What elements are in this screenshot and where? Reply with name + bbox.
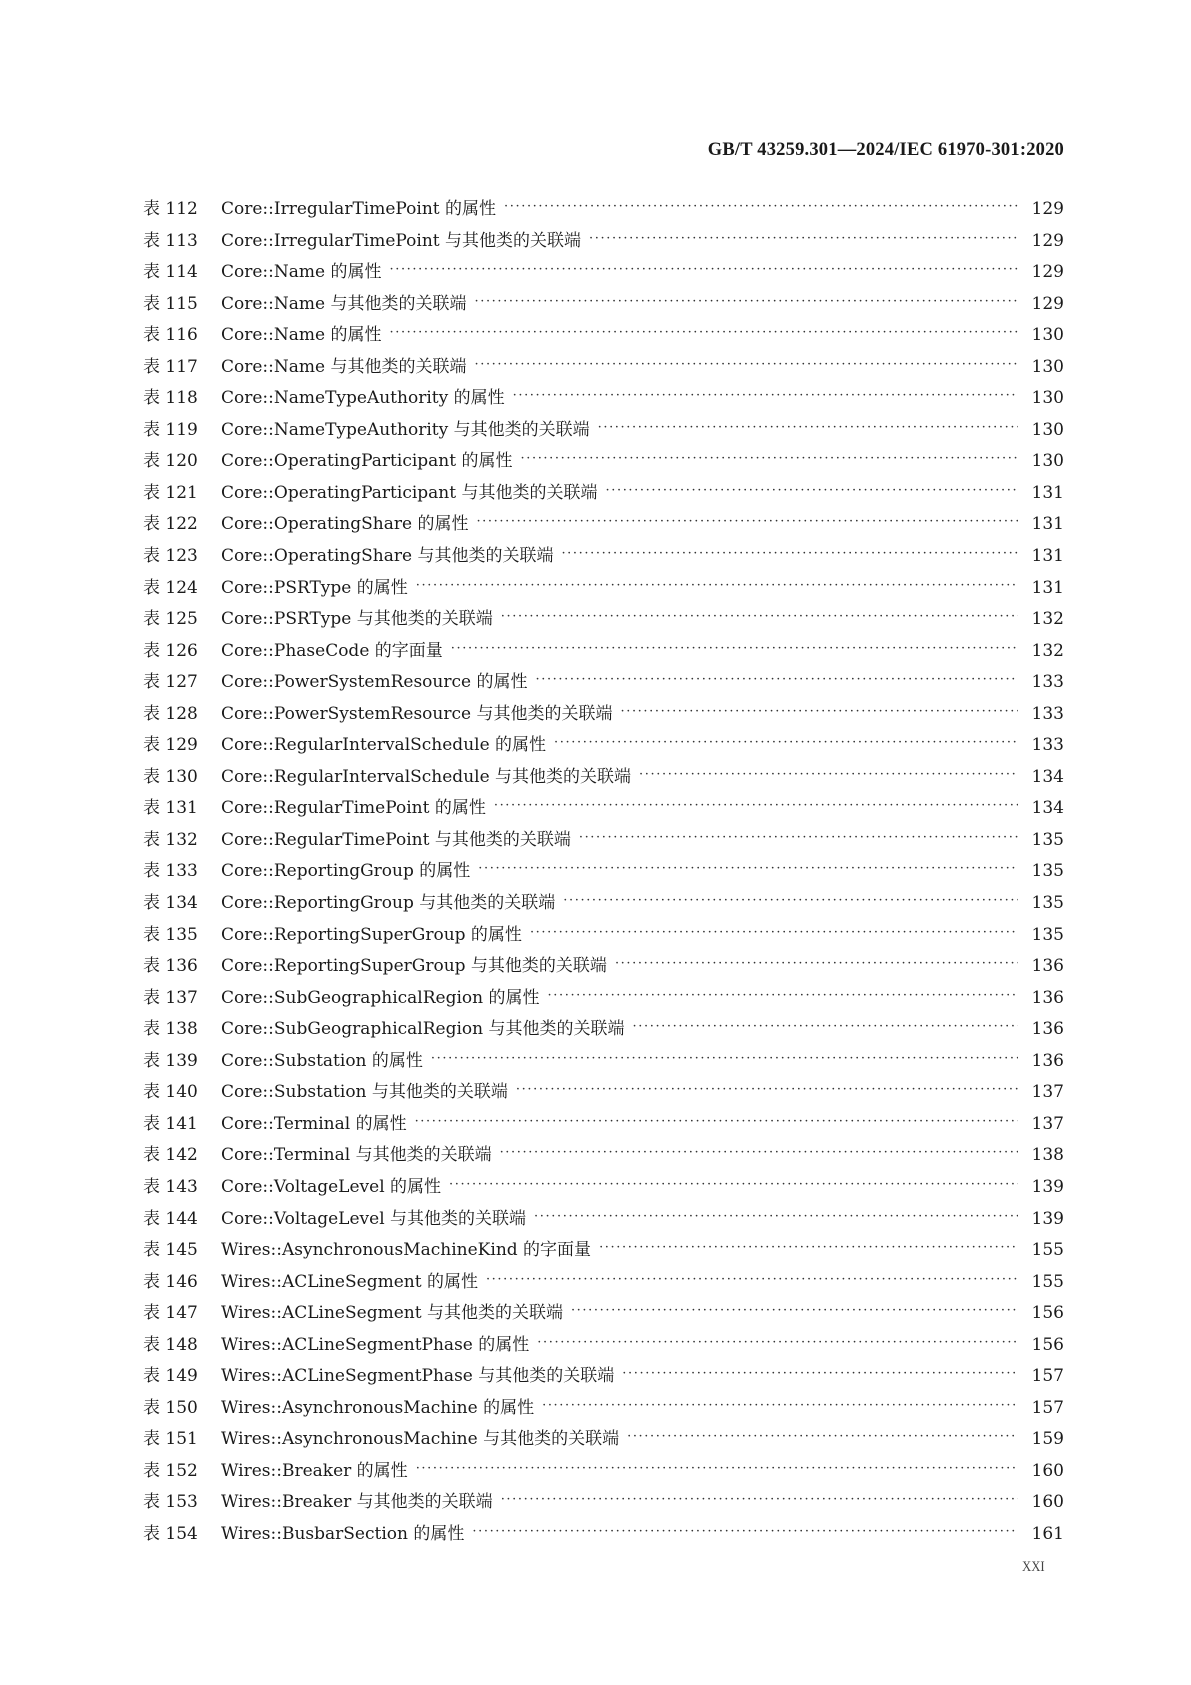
toc-dot-leader <box>530 923 1018 940</box>
toc-entry-title: Core::NameTypeAuthority 与其他类的关联端 <box>221 419 590 440</box>
toc-entry-page: 135 <box>1031 829 1064 850</box>
toc-entry-page: 136 <box>1031 1019 1064 1040</box>
toc-entry-page: 160 <box>1031 1492 1064 1513</box>
toc-entry-label: 表 142 <box>143 1145 198 1166</box>
toc-entry-page: 134 <box>1031 766 1064 787</box>
toc-entry-label: 表 141 <box>143 1113 198 1134</box>
toc-entry[interactable] <box>143 951 1064 983</box>
toc-entry-title: Core::PSRType 的属性 <box>221 577 408 598</box>
toc-entry-label: 表 143 <box>143 1176 198 1197</box>
toc-entry-page: 136 <box>1031 987 1064 1008</box>
toc-dot-leader <box>500 1143 1018 1160</box>
toc-entry-title: Core::IrregularTimePoint 与其他类的关联端 <box>221 230 582 251</box>
toc-entry-title: Wires::AsynchronousMachineKind 的字面量 <box>221 1240 592 1261</box>
toc-entry[interactable] <box>143 352 1064 384</box>
toc-dot-leader <box>579 828 1018 845</box>
toc-entry[interactable] <box>143 667 1064 699</box>
toc-entry-page: 130 <box>1031 451 1064 472</box>
toc-entry[interactable] <box>143 1424 1064 1456</box>
toc-entry-title: Core::SubGeographicalRegion 的属性 <box>221 987 540 1008</box>
toc-dot-leader <box>606 481 1019 498</box>
toc-dot-leader <box>389 260 1018 277</box>
toc-entry[interactable] <box>143 478 1064 510</box>
toc-dot-leader <box>620 702 1018 719</box>
toc-entry[interactable] <box>143 856 1064 888</box>
toc-entry[interactable] <box>143 1014 1064 1046</box>
toc-entry-page: 133 <box>1031 703 1064 724</box>
toc-entry[interactable] <box>143 699 1064 731</box>
toc-entry-title: Core::PSRType 与其他类的关联端 <box>221 609 493 630</box>
toc-entry[interactable] <box>143 983 1064 1015</box>
toc-entry-title: Core::Substation 与其他类的关联端 <box>221 1082 508 1103</box>
toc-entry-label: 表 132 <box>143 829 198 850</box>
toc-entry[interactable] <box>143 226 1064 258</box>
toc-entry-label: 表 138 <box>143 1019 198 1040</box>
toc-entry[interactable] <box>143 1487 1064 1519</box>
toc-entry[interactable] <box>143 194 1064 226</box>
toc-entry-title: Core::VoltageLevel 与其他类的关联端 <box>221 1208 527 1229</box>
toc-dot-leader <box>542 1396 1018 1413</box>
toc-entry-title: Wires::ACLineSegmentPhase 与其他类的关联端 <box>221 1366 615 1387</box>
toc-entry-title: Core::Name 的属性 <box>221 262 382 283</box>
toc-entry-title: Core::Name 与其他类的关联端 <box>221 356 467 377</box>
toc-entry[interactable] <box>143 257 1064 289</box>
toc-entry[interactable] <box>143 573 1064 605</box>
toc-dot-leader <box>474 292 1018 309</box>
toc-entry-label: 表 121 <box>143 482 198 503</box>
toc-entry[interactable] <box>143 509 1064 541</box>
toc-dot-leader <box>513 386 1018 403</box>
toc-dot-leader <box>535 670 1018 687</box>
toc-entry-title: Wires::ACLineSegment 的属性 <box>221 1271 478 1292</box>
toc-entry-page: 132 <box>1031 609 1064 630</box>
toc-dot-leader <box>516 1080 1018 1097</box>
toc-entry[interactable] <box>143 762 1064 794</box>
toc-dot-leader <box>476 512 1018 529</box>
toc-dot-leader <box>416 576 1018 593</box>
toc-entry[interactable] <box>143 1267 1064 1299</box>
toc-entry[interactable] <box>143 289 1064 321</box>
toc-entry-page: 131 <box>1031 482 1064 503</box>
toc-entry-title: Core::OperatingParticipant 与其他类的关联端 <box>221 482 598 503</box>
toc-entry-label: 表 126 <box>143 640 198 661</box>
toc-entry-page: 131 <box>1031 514 1064 535</box>
toc-entry[interactable] <box>143 888 1064 920</box>
toc-entry-title: Core::IrregularTimePoint 的属性 <box>221 199 497 219</box>
toc-entry-page: 129 <box>1031 230 1064 251</box>
toc-entry-title: Core::PowerSystemResource 与其他类的关联端 <box>221 703 613 724</box>
toc-entry-label: 表 154 <box>143 1523 198 1544</box>
toc-entry-title: Wires::ACLineSegment 与其他类的关联端 <box>221 1303 563 1324</box>
toc-entry-page: 129 <box>1031 262 1064 283</box>
toc-entry-label: 表 117 <box>143 356 198 377</box>
toc-entry[interactable] <box>143 1456 1064 1488</box>
toc-entry-page: 139 <box>1031 1176 1064 1197</box>
toc-entry-page: 130 <box>1031 388 1064 409</box>
toc-entry-page: 135 <box>1031 861 1064 882</box>
toc-entry-title: Core::RegularIntervalSchedule 与其他类的关联端 <box>221 766 632 787</box>
toc-entry-label: 表 129 <box>143 735 198 756</box>
toc-entry[interactable] <box>143 320 1064 352</box>
toc-entry-title: Core::Terminal 与其他类的关联端 <box>221 1145 492 1166</box>
toc-entry-label: 表 149 <box>143 1366 198 1387</box>
toc-entry-page: 130 <box>1031 419 1064 440</box>
toc-dot-leader <box>389 323 1018 340</box>
toc-entry[interactable] <box>143 793 1064 825</box>
toc-entry-label: 表 116 <box>143 325 198 346</box>
toc-entry-page: 130 <box>1031 356 1064 377</box>
toc-entry-page: 136 <box>1031 1050 1064 1071</box>
toc-dot-leader <box>599 1238 1018 1255</box>
toc-entry-label: 表 114 <box>143 262 198 283</box>
toc-entry-label: 表 140 <box>143 1082 198 1103</box>
toc-entry-page: 130 <box>1031 325 1064 346</box>
toc-entry-page: 132 <box>1031 640 1064 661</box>
toc-entry-title: Wires::AsynchronousMachine 的属性 <box>221 1397 535 1418</box>
toc-dot-leader <box>615 954 1018 971</box>
toc-dot-leader <box>474 355 1018 372</box>
toc-dot-leader <box>478 859 1018 876</box>
toc-entry-label: 表 147 <box>143 1303 198 1324</box>
toc-entry-title: Wires::ACLineSegmentPhase 的属性 <box>221 1334 530 1355</box>
toc-entry-label: 表 127 <box>143 672 198 693</box>
toc-dot-leader <box>537 1333 1018 1350</box>
toc-entry-page: 137 <box>1031 1082 1064 1103</box>
toc-entry-label: 表 113 <box>143 230 198 251</box>
toc-dot-leader <box>486 1270 1018 1287</box>
toc-entry-label: 表 153 <box>143 1492 198 1513</box>
toc-entry-page: 156 <box>1031 1334 1064 1355</box>
toc-entry-label: 表 130 <box>143 766 198 787</box>
toc-entry-page: 131 <box>1031 577 1064 598</box>
toc-entry-page: 157 <box>1031 1366 1064 1387</box>
toc-entry-page: 131 <box>1031 546 1064 567</box>
toc-dot-leader <box>472 1522 1018 1539</box>
toc-entry-page: 134 <box>1031 798 1064 819</box>
toc-entry-title: Core::Substation 的属性 <box>221 1050 423 1071</box>
toc-entry-label: 表 112 <box>143 199 198 219</box>
toc-entry[interactable] <box>143 383 1064 415</box>
toc-entry-label: 表 145 <box>143 1240 198 1261</box>
toc-entry-page: 129 <box>1031 293 1064 314</box>
toc-entry-title: Core::ReportingSuperGroup 的属性 <box>221 924 522 945</box>
toc-entry-page: 156 <box>1031 1303 1064 1324</box>
toc-entry-title: Core::RegularIntervalSchedule 的属性 <box>221 735 547 756</box>
toc-dot-leader <box>548 986 1018 1003</box>
toc-entry[interactable] <box>143 1077 1064 1109</box>
table-of-contents <box>143 194 1064 1551</box>
toc-entry-title: Core::RegularTimePoint 与其他类的关联端 <box>221 829 571 850</box>
toc-entry-page: 161 <box>1031 1523 1064 1544</box>
toc-entry-label: 表 122 <box>143 514 198 535</box>
toc-dot-leader <box>521 449 1019 466</box>
toc-entry-title: Core::VoltageLevel 的属性 <box>221 1176 442 1197</box>
toc-entry-page: 155 <box>1031 1240 1064 1261</box>
toc-entry-page: 135 <box>1031 924 1064 945</box>
toc-entry-label: 表 139 <box>143 1050 198 1071</box>
toc-entry-title: Core::ReportingSuperGroup 与其他类的关联端 <box>221 956 607 977</box>
toc-entry-title: Core::SubGeographicalRegion 与其他类的关联端 <box>221 1019 625 1040</box>
toc-dot-leader <box>504 197 1018 214</box>
toc-entry-label: 表 123 <box>143 546 198 567</box>
standard-header: GB/T 43259.301—2024/IEC 61970-301:2020 <box>707 140 1064 160</box>
toc-dot-leader <box>639 765 1018 782</box>
toc-entry-label: 表 152 <box>143 1460 198 1481</box>
toc-entry[interactable] <box>143 1519 1064 1551</box>
toc-dot-leader <box>501 1490 1018 1507</box>
toc-entry-label: 表 124 <box>143 577 198 598</box>
toc-dot-leader <box>449 1175 1018 1192</box>
toc-entry[interactable] <box>143 415 1064 447</box>
toc-dot-leader <box>571 1301 1018 1318</box>
toc-entry-title: Core::ReportingGroup 的属性 <box>221 861 471 882</box>
toc-entry-label: 表 125 <box>143 609 198 630</box>
toc-dot-leader <box>416 1459 1018 1476</box>
toc-entry-title: Wires::Breaker 的属性 <box>221 1460 408 1481</box>
toc-entry[interactable] <box>143 1172 1064 1204</box>
toc-entry-page: 157 <box>1031 1397 1064 1418</box>
toc-entry-page: 160 <box>1031 1460 1064 1481</box>
toc-dot-leader <box>633 1017 1018 1034</box>
toc-entry-label: 表 120 <box>143 451 198 472</box>
toc-entry[interactable] <box>143 1235 1064 1267</box>
toc-entry-page: 138 <box>1031 1145 1064 1166</box>
toc-entry[interactable] <box>143 1298 1064 1330</box>
toc-entry-label: 表 118 <box>143 388 198 409</box>
toc-entry-label: 表 128 <box>143 703 198 724</box>
toc-entry[interactable] <box>143 920 1064 952</box>
toc-entry-page: 137 <box>1031 1113 1064 1134</box>
toc-entry[interactable] <box>143 541 1064 573</box>
toc-entry-page: 133 <box>1031 672 1064 693</box>
toc-entry[interactable] <box>143 636 1064 668</box>
toc-entry-page: 129 <box>1031 199 1064 219</box>
toc-entry-title: Wires::Breaker 与其他类的关联端 <box>221 1492 493 1513</box>
toc-entry-label: 表 148 <box>143 1334 198 1355</box>
toc-entry-title: Core::PhaseCode 的字面量 <box>221 640 443 661</box>
toc-entry-label: 表 135 <box>143 924 198 945</box>
toc-entry-page: 133 <box>1031 735 1064 756</box>
toc-dot-leader <box>561 544 1018 561</box>
toc-dot-leader <box>563 891 1018 908</box>
toc-entry-label: 表 119 <box>143 419 198 440</box>
toc-dot-leader <box>415 1112 1018 1129</box>
toc-entry-title: Core::Name 的属性 <box>221 325 382 346</box>
toc-entry-page: 139 <box>1031 1208 1064 1229</box>
toc-entry-title: Core::Name 与其他类的关联端 <box>221 293 467 314</box>
page-number: XXI <box>1022 1559 1045 1575</box>
toc-entry[interactable] <box>143 1140 1064 1172</box>
toc-dot-leader <box>431 1049 1018 1066</box>
toc-entry-title: Wires::AsynchronousMachine 与其他类的关联端 <box>221 1429 620 1450</box>
toc-dot-leader <box>534 1207 1018 1224</box>
toc-entry-title: Core::OperatingShare 的属性 <box>221 514 469 535</box>
toc-entry[interactable] <box>143 1109 1064 1141</box>
toc-entry-label: 表 150 <box>143 1397 198 1418</box>
toc-entry-title: Core::OperatingParticipant 的属性 <box>221 451 513 472</box>
toc-entry-label: 表 137 <box>143 987 198 1008</box>
toc-entry-label: 表 146 <box>143 1271 198 1292</box>
toc-entry-label: 表 133 <box>143 861 198 882</box>
toc-dot-leader <box>598 418 1018 435</box>
toc-entry-page: 159 <box>1031 1429 1064 1450</box>
toc-entry-title: Core::Terminal 的属性 <box>221 1113 407 1134</box>
toc-entry[interactable] <box>143 1361 1064 1393</box>
toc-dot-leader <box>501 607 1018 624</box>
toc-entry[interactable] <box>143 1393 1064 1425</box>
toc-entry-label: 表 115 <box>143 293 198 314</box>
toc-entry[interactable] <box>143 825 1064 857</box>
toc-entry-title: Core::RegularTimePoint 的属性 <box>221 798 486 819</box>
toc-dot-leader <box>622 1364 1018 1381</box>
toc-entry[interactable] <box>143 446 1064 478</box>
toc-entry-page: 155 <box>1031 1271 1064 1292</box>
toc-dot-leader <box>589 229 1018 246</box>
toc-entry-title: Core::PowerSystemResource 的属性 <box>221 672 528 693</box>
toc-entry[interactable] <box>143 1330 1064 1362</box>
toc-dot-leader <box>554 733 1018 750</box>
toc-entry-label: 表 134 <box>143 893 198 914</box>
toc-entry[interactable] <box>143 730 1064 762</box>
toc-dot-leader <box>494 796 1018 813</box>
toc-entry-label: 表 131 <box>143 798 198 819</box>
toc-entry[interactable] <box>143 604 1064 636</box>
toc-entry-title: Core::NameTypeAuthority 的属性 <box>221 388 505 409</box>
toc-entry-page: 136 <box>1031 956 1064 977</box>
toc-dot-leader <box>627 1427 1018 1444</box>
toc-entry[interactable] <box>143 1204 1064 1236</box>
toc-entry-title: Wires::BusbarSection 的属性 <box>221 1523 465 1544</box>
toc-entry-label: 表 136 <box>143 956 198 977</box>
toc-entry-label: 表 144 <box>143 1208 198 1229</box>
toc-entry-page: 135 <box>1031 893 1064 914</box>
toc-entry-title: Core::OperatingShare 与其他类的关联端 <box>221 546 554 567</box>
toc-entry[interactable] <box>143 1046 1064 1078</box>
toc-entry-label: 表 151 <box>143 1429 198 1450</box>
toc-entry-title: Core::ReportingGroup 与其他类的关联端 <box>221 893 556 914</box>
toc-dot-leader <box>451 639 1018 656</box>
